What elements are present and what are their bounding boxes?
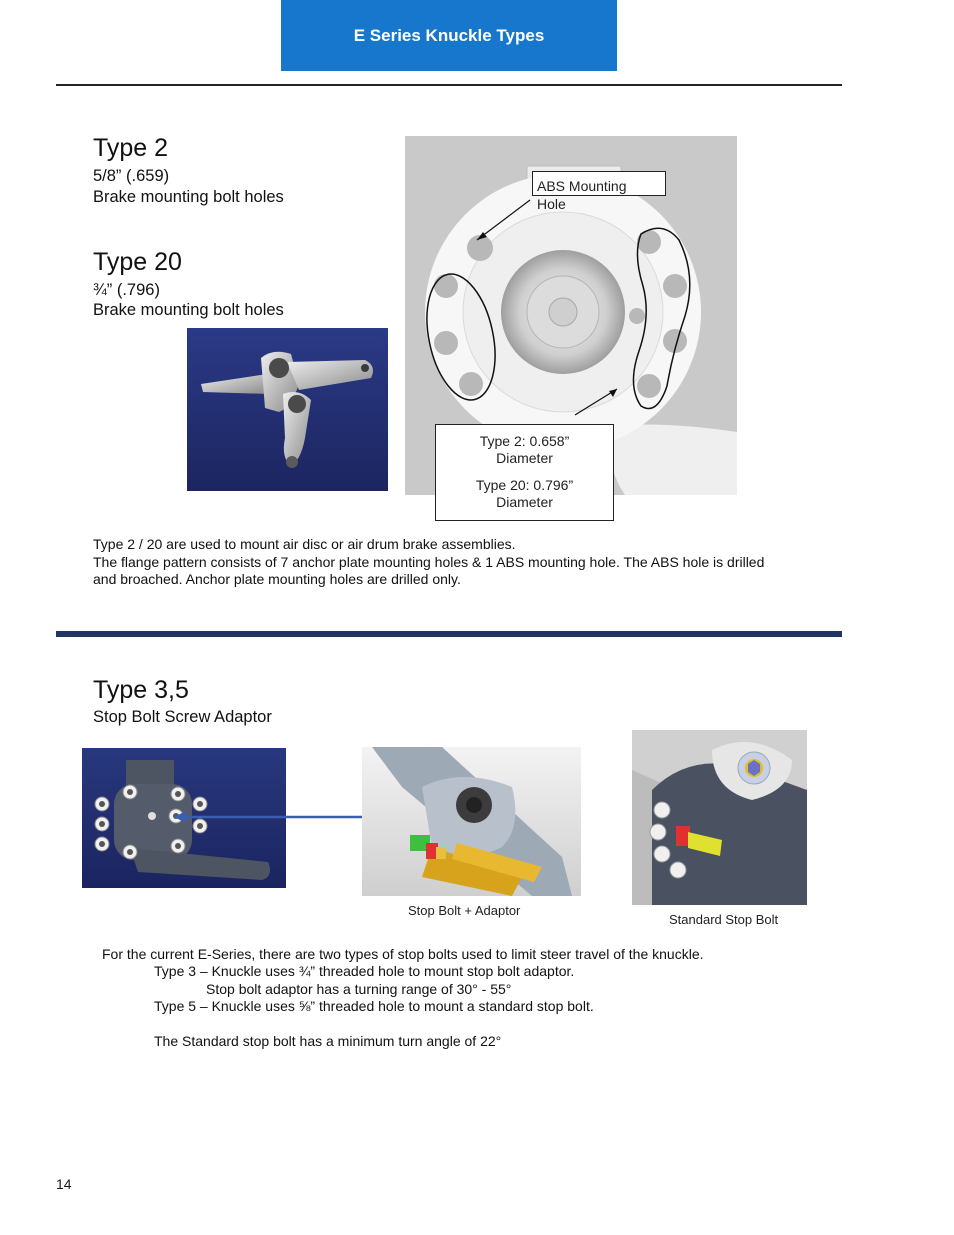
type35-heading: Type 3,5 <box>93 676 189 704</box>
section-divider <box>56 631 842 637</box>
abs-callout <box>532 171 666 212</box>
section1-paragraph <box>93 536 813 589</box>
type20-heading: Type 20 <box>93 248 182 276</box>
header-title: E Series Knuckle Types <box>353 25 545 45</box>
type20-size: ¾” (.796) <box>93 281 160 299</box>
type20-diameter-unit: Diameter <box>496 494 553 510</box>
standard-bolt-render <box>632 730 807 905</box>
paragraph-line: The flange pattern consists of 7 anchor plate mounting holes & 1 ABS mounting hole. The ABS hole is drilled <box>93 553 765 570</box>
page-number: 14 <box>56 1176 72 1192</box>
caption-standard: Standard Stop Bolt <box>669 912 779 927</box>
connector-arrow <box>170 806 390 830</box>
adaptor-render <box>362 747 581 896</box>
section2-line-2: Type 3 – Knuckle uses ¾” threaded hole to mount stop bolt adaptor. <box>154 963 575 979</box>
type2-diameter-unit: Diameter <box>496 450 553 466</box>
header-divider <box>56 84 842 86</box>
knuckle-render-small <box>187 328 388 491</box>
type20-desc: Brake mounting bolt holes <box>93 301 284 319</box>
paragraph-line: and broached. Anchor plate mounting holes are drilled only. <box>93 571 461 587</box>
type2-size: 5/8” (.659) <box>93 167 170 185</box>
section2-line-1: For the current E-Series, there are two types of stop bolts used to limit steer travel of the knuckle. <box>102 946 704 962</box>
type2-desc: Brake mounting bolt holes <box>93 188 284 206</box>
type20-diameter: Type 20: 0.796” <box>475 477 574 493</box>
paragraph-line: Type 2 / 20 are used to mount air disc or air drum brake assemblies. <box>93 536 516 552</box>
type35-subtitle: Stop Bolt Screw Adaptor <box>93 708 272 726</box>
diameter-callout <box>435 424 614 521</box>
type2-diameter: Type 2: 0.658” <box>479 433 570 449</box>
abs-callout-text: ABS Mounting Hole <box>537 178 627 212</box>
section2-line-3: Stop bolt adaptor has a turning range of 30° - 55° <box>206 981 512 997</box>
section2-line-4: Type 5 – Knuckle uses ⅝” threaded hole to mount a standard stop bolt. <box>154 998 594 1014</box>
section2-line-5: The Standard stop bolt has a minimum turn angle of 22° <box>154 1033 502 1049</box>
header-tab <box>281 0 617 71</box>
caption-adaptor: Stop Bolt + Adaptor <box>408 903 521 918</box>
type2-heading: Type 2 <box>93 134 169 162</box>
